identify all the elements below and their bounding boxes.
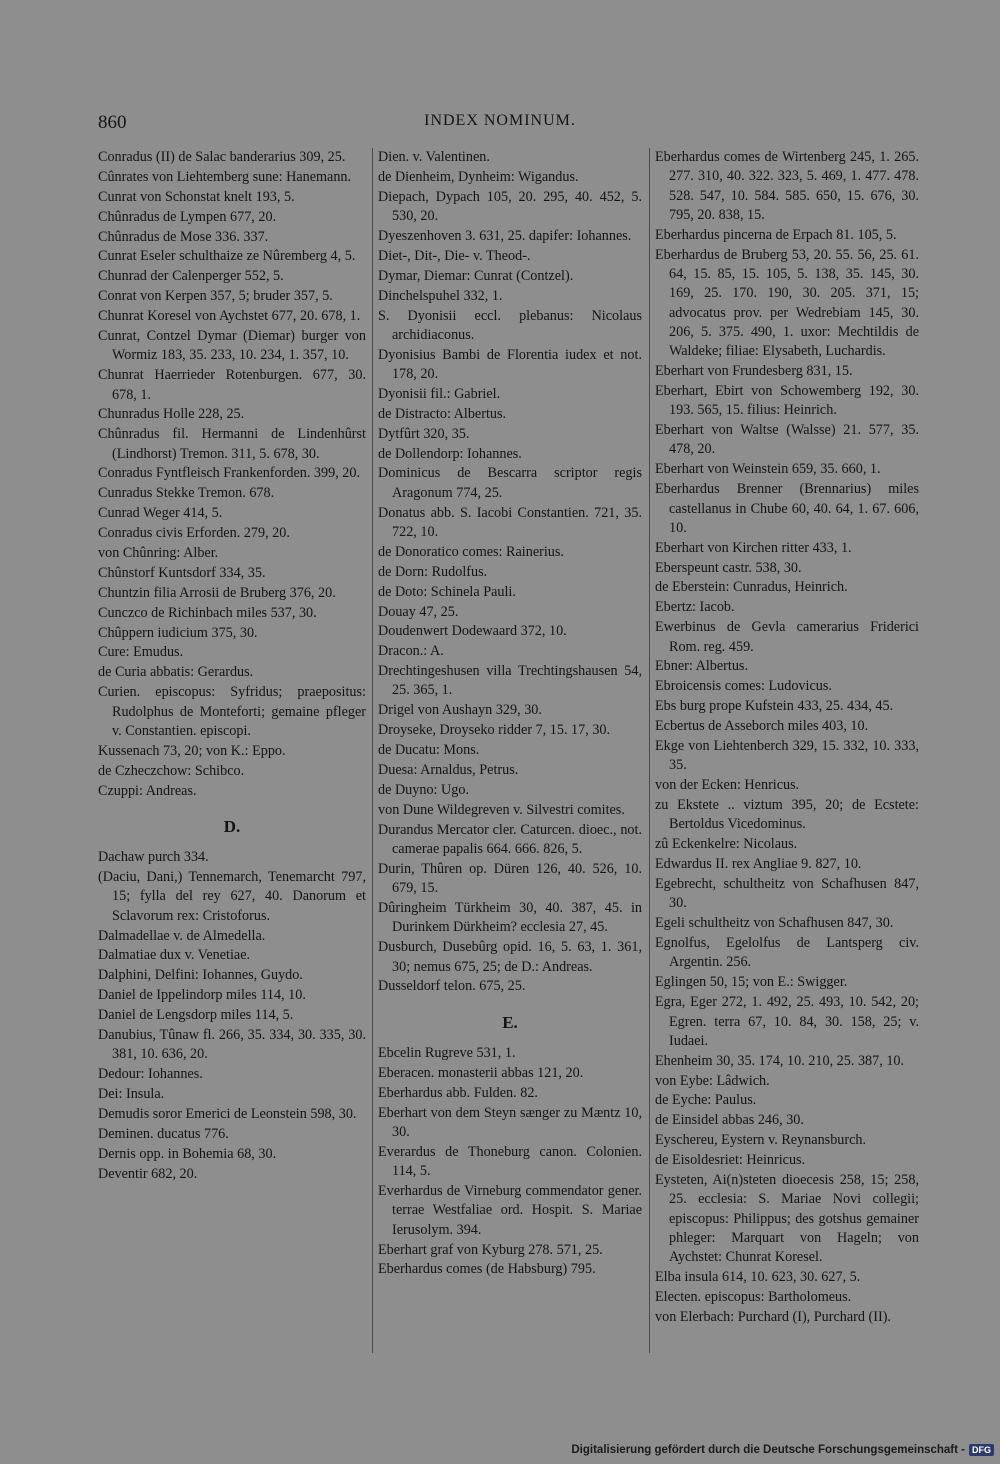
index-entry: Ebs burg prope Kufstein 433, 25. 434, 45. [655, 698, 894, 715]
index-entry: Eberhardus abb. Fulden. 82. [378, 1084, 538, 1101]
index-entry: (Daciu, Dani,) Tennemarch, Tenemarcht 797, 15; fylla del rey 627, 40. Danorum et Sclavorum rex: Cristoforus. [98, 869, 366, 924]
index-column-1 [98, 148, 366, 1184]
index-entry: Eberhart von Frundesberg 831, 15. [655, 363, 853, 380]
index-entry: Droyseke, Droyseko ridder 7, 15. 17, 30. [378, 722, 611, 739]
index-entry: Eberhart, Ebirt von Schowemberg 192, 30. 193. 565, 15. filius: Heinrich. [655, 382, 919, 419]
section-heading-e: E. [502, 1012, 518, 1032]
index-entry: Dedour: Iohannes. [98, 1066, 203, 1083]
index-entry: de Doto: Schinela Pauli. [378, 583, 516, 600]
index-entry: Dusburch, Dusebûrg opid. 16, 5. 63, 1. 361, 30; nemus 675, 25; de D.: Andreas. [378, 939, 642, 975]
index-entry: Eberhart von dem Steyn sænger zu Mæntz 10, 30. [378, 1104, 642, 1141]
index-entry: von Elerbach: Purchard (I), Purchard (II). [655, 1308, 891, 1325]
index-entry: Cunczco de Richinbach miles 537, 30. [98, 604, 317, 621]
index-entry: Chûnstorf Kuntsdorf 334, 35. [98, 564, 266, 581]
index-entry: Eberhardus pincerna de Erpach 81. 105, 5. [655, 226, 897, 243]
index-entry: Chunrat Haerrieder Rotenburgen. 677, 30. 678, 1. [98, 367, 366, 403]
index-entry: Chûppern iudicium 375, 30. [98, 624, 258, 641]
index-entry: Chuntzin filia Arrosii de Bruberg 376, 20. [98, 584, 336, 601]
section-heading-d: D. [223, 816, 241, 836]
index-entry: Ehenheim 30, 35. 174, 10. 210, 25. 387, 10. [655, 1052, 905, 1069]
index-entry: Dyeszenhoven 3. 631, 25. dapifer: Iohannes. [378, 227, 632, 244]
index-entry: Chûnradus fil. Hermanni de Lindenhûrst (Lindhorst) Tremon. 311, 5. 678, 30. [98, 426, 366, 462]
index-entry: Eglingen 50, 15; von E.: Swigger. [655, 974, 848, 991]
index-entry: Elba insula 614, 10. 623, 30. 627, 5. [655, 1269, 861, 1286]
index-entry: Durin, Thûren op. Düren 126, 40. 526, 10. 679, 15. [378, 860, 642, 897]
index-entry: Dalmatiae dux v. Venetiae. [98, 947, 251, 964]
index-entry: Dracon.: A. [378, 643, 444, 660]
index-column-2 [378, 148, 642, 1280]
index-column-3 [655, 148, 919, 1328]
index-entry: Dominicus de Bescarra scriptor regis Aragonum 774, 25. [378, 465, 642, 501]
index-entry: Cûnrates von Liehtemberg sune: Hanemann. [98, 168, 352, 185]
footer-text: Digitalisierung gefördert durch die Deutsche Forschungsgemeinschaft - [571, 1444, 965, 1456]
page-number: 860 [98, 112, 127, 133]
index-entry: de Curia abbatis: Gerardus. [98, 664, 254, 681]
index-entry: Ebner: Albertus. [655, 658, 748, 675]
index-entry: Ewerbinus de Gevla camerarius Friderici Rom. reg. 459. [655, 619, 919, 655]
index-entry: Edwardus II. rex Angliae 9. 827, 10. [655, 856, 862, 873]
index-entry: Daniel de Ippelindorp miles 114, 10. [98, 987, 306, 1004]
index-entry: Durandus Mercator cler. Caturcen. dioec., not. camerae papalis 664. 666. 826, 5. [378, 821, 642, 858]
index-entry: Eberhardus comes de Wirtenberg 245, 1. 265. 277. 310, 40. 322. 323, 5. 469, 1. 477. 478. 528. 547, 10. 584. 585. 650, 15. 676, 30. 795, 20. 838, 15. [655, 149, 919, 223]
index-entry: Cunrat von Schonstat knelt 193, 5. [98, 188, 295, 205]
index-entry: Chûnradus de Lympen 677, 20. [98, 208, 277, 225]
index-entry: Ebroicensis comes: Ludovicus. [655, 678, 832, 695]
index-entry: Douay 47, 25. [378, 603, 459, 620]
index-entry: Chûnradus de Mose 336. 337. [98, 228, 269, 245]
index-entry: Ebcelin Rugreve 531, 1. [378, 1045, 516, 1062]
index-entry: S. Dyonisii eccl. plebanus: Nicolaus archidiaconus. [378, 307, 642, 343]
column-divider [649, 148, 650, 1353]
index-entry: Dei: Insula. [98, 1086, 165, 1103]
index-entry: zu Ekstete .. viztum 395, 20; de Ecstete: Bertoldus Vicedominus. [655, 797, 919, 833]
index-entry: Eberhardus de Bruberg 53, 20. 55. 56, 25. 61. 64, 15. 85, 15. 105, 5. 138, 35. 145, 30. 169, 25. 170. 190, 30. 205. 371, 15; advocatus prov. per Wedrebiam 145, 30. 206, 5. 375. 490, 1. uxor: Mechtildis de Waldeke; filiae: Elysabeth, Luchardis. [655, 246, 919, 360]
column-divider [372, 148, 373, 1353]
index-entry: Dernis opp. in Bohemia 68, 30. [98, 1145, 277, 1162]
index-entry: Drigel von Aushayn 329, 30. [378, 702, 542, 719]
index-entry: Czuppi: Andreas. [98, 782, 197, 799]
index-entry: Dymar, Diemar: Cunrat (Contzel). [378, 267, 574, 284]
running-head: INDEX NOMINUM. [424, 112, 576, 129]
index-entry: Dien. v. Valentinen. [378, 149, 490, 165]
digitization-footer [571, 1444, 994, 1456]
index-entry: Ebertz: Iacob. [655, 599, 735, 616]
index-entry: de Dollendorp: Iohannes. [378, 445, 522, 462]
index-entry: Dûringheim Türkheim 30, 40. 387, 45. in Durinkem Dürkheim? ecclesia 27, 45. [378, 900, 642, 936]
index-entry: Drechtingeshusen villa Trechtingshausen 54, 25. 365, 1. [378, 663, 642, 699]
index-entry: Eberhardus Brenner (Brennarius) miles castellanus in Chube 60, 40. 64, 1. 67. 606, 10. [655, 481, 919, 536]
index-entry: Cunrad Weger 414, 5. [98, 505, 223, 522]
index-entry: de Dorn: Rudolfus. [378, 563, 488, 580]
index-entry: Ecbertus de Asseborch miles 403, 10. [655, 718, 869, 735]
index-entry: de Czheczchow: Schibco. [98, 762, 245, 779]
index-entry: de Eyche: Paulus. [655, 1092, 757, 1109]
index-entry: Eberspeunt castr. 538, 30. [655, 559, 802, 576]
index-entry: Everhardus de Virneburg commendator gener. terrae Westfaliae ord. Hospit. S. Mariae Ierusolym. 394. [378, 1183, 642, 1238]
dfg-logo: DFG [969, 1444, 994, 1456]
index-entry: Egeli schultheitz von Schafhusen 847, 30. [655, 915, 894, 932]
index-entry: Dytfûrt 320, 35. [378, 425, 470, 442]
index-entry: Eberhardus comes (de Habsburg) 795. [378, 1261, 596, 1278]
index-entry: Egra, Eger 272, 1. 492, 25. 493, 10. 542, 20; Egren. terra 67, 10. 84, 30. 158, 25; v. Iudaei. [655, 994, 919, 1049]
index-entry: Egebrecht, schultheitz von Schafhusen 847, 30. [655, 876, 919, 912]
index-entry: Dinchelspuhel 332, 1. [378, 287, 503, 304]
index-entry: von Dune Wildegreven v. Silvestri comites. [378, 801, 625, 818]
index-entry: de Duyno: Ugo. [378, 781, 470, 798]
index-entry: de Donoratico comes: Rainerius. [378, 543, 564, 560]
index-entry: Dyonisii fil.: Gabriel. [378, 385, 501, 402]
index-entry: Demudis soror Emerici de Leonstein 598, 30. [98, 1105, 357, 1122]
index-entry: Chunrat Koresel von Aychstet 677, 20. 678, 1. [98, 308, 361, 325]
index-entry: Dalmadellae v. de Almedella. [98, 927, 266, 944]
index-entry: Eberhart von Kirchen ritter 433, 1. [655, 539, 852, 556]
index-entry: de Dienheim, Dynheim: Wigandus. [378, 168, 579, 185]
index-entry: de Ducatu: Mons. [378, 742, 480, 759]
index-entry: von der Ecken: Henricus. [655, 777, 800, 794]
index-entry: Diepach, Dypach 105, 20. 295, 40. 452, 5. 530, 20. [378, 188, 642, 225]
index-entry: Curien. episcopus: Syfridus; praepositus: Rudolphus de Monteforti; gemaine pfleger v. Constantien. episcopi. [98, 684, 366, 739]
index-entry: Eysteten, Ai(n)steten dioecesis 258, 15; 258, 25. ecclesia: S. Mariae Novi collegii; episcopus: Philippus; des gotshus gemainer phleger: Marquart von Hageln; von Aychstet: Chunrat Koresel. [655, 1172, 919, 1266]
index-entry: Danubius, Tûnaw fl. 266, 35. 334, 30. 335, 30. 381, 10. 636, 20. [98, 1026, 366, 1063]
index-entry: Deventir 682, 20. [98, 1165, 198, 1182]
index-entry: zû Eckenkelre: Nicolaus. [655, 836, 798, 853]
index-entry: Duesa: Arnaldus, Petrus. [378, 762, 519, 779]
index-entry: Conrat von Kerpen 357, 5; bruder 357, 5. [98, 288, 333, 305]
index-entry: de Einsidel abbas 246, 30. [655, 1112, 804, 1129]
index-entry: de Distracto: Albertus. [378, 405, 507, 422]
index-entry: Conradus Fyntfleisch Frankenforden. 399, 20. [98, 465, 361, 482]
index-entry: von Eybe: Lâdwich. [655, 1072, 770, 1089]
index-entry: Eyschereu, Eystern v. Reynansburch. [655, 1132, 867, 1149]
index-entry: Eberacen. monasterii abbas 121, 20. [378, 1064, 584, 1081]
index-entry: Kussenach 73, 20; von K.: Eppo. [98, 742, 286, 759]
index-entry: Electen. episcopus: Bartholomeus. [655, 1289, 852, 1305]
index-entry: Cunrat, Contzel Dymar (Diemar) burger von Wormiz 183, 35. 233, 10. 234, 1. 357, 10. [98, 328, 366, 364]
index-entry: Eberhart graf von Kyburg 278. 571, 25. [378, 1241, 603, 1258]
index-entry: Eberhart von Waltse (Walsse) 21. 577, 35. 478, 20. [655, 422, 919, 458]
index-entry: Ekge von Liehtenberch 329, 15. 332, 10. 333, 35. [655, 738, 919, 774]
index-entry: Dyonisius Bambi de Florentia iudex et not. 178, 20. [378, 346, 642, 383]
index-entry: Dachaw purch 334. [98, 849, 209, 866]
index-entry: Conradus civis Erforden. 279, 20. [98, 525, 290, 542]
index-entry: Egnolfus, Egelolfus de Lantsperg civ. Argentin. 256. [655, 935, 919, 971]
index-entry: Chunrad der Calenperger 552, 5. [98, 268, 284, 285]
index-entry: von Chûnring: Alber. [98, 545, 219, 562]
index-entry: Donatus abb. S. Iacobi Constantien. 721, 35. 722, 10. [378, 504, 642, 540]
index-entry: Cure: Emudus. [98, 644, 184, 661]
index-entry: Chunradus Holle 228, 25. [98, 406, 245, 423]
index-entry: de Eisoldesriet: Heinricus. [655, 1152, 806, 1169]
index-entry: Everardus de Thoneburg canon. Colonien. 114, 5. [378, 1143, 642, 1180]
index-entry: Dusseldorf telon. 675, 25. [378, 978, 526, 995]
index-entry: Cunradus Stekke Tremon. 678. [98, 485, 275, 502]
index-entry: Daniel de Lengsdorp miles 114, 5. [98, 1007, 294, 1024]
index-entry: Doudenwert Dodewaard 372, 10. [378, 623, 567, 640]
index-entry: Deminen. ducatus 776. [98, 1125, 229, 1142]
index-entry: Dalphini, Delfini: Iohannes, Guydo. [98, 967, 303, 984]
index-entry: Eberhart von Weinstein 659, 35. 660, 1. [655, 461, 881, 478]
index-entry: de Eberstein: Cunradus, Heinrich. [655, 579, 848, 596]
index-entry: Conradus (II) de Salac banderarius 309, 25. [98, 149, 346, 165]
index-entry: Diet-, Dit-, Die- v. Theod-. [378, 247, 531, 264]
index-entry: Cunrat Eseler schulthaize ze Nûremberg 4, 5. [98, 248, 356, 265]
